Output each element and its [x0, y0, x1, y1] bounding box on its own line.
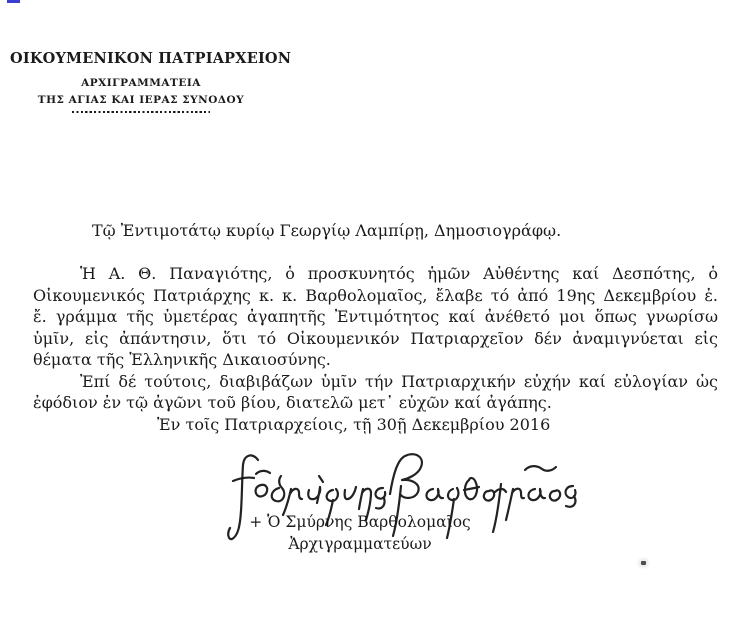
body-line: ἐφόδιον ἐν τῷ ἀγῶνι τοῦ βίου, διατελῶ μετ᾽ εὐχῶν καί ἀγάπης.: [33, 393, 552, 412]
letter-body: [33, 220, 718, 435]
department-name-line2: ΤΗΣ ΑΓΙΑΣ ΚΑΙ ΙΕΡΑΣ ΣΥΝΟΔΟΥ: [37, 94, 245, 106]
scan-artifact-speck: [641, 561, 646, 565]
signer-title: Ἀρχιγραμματεύων: [288, 534, 432, 553]
salutation-line: Τῷ Ἐντιμοτάτῳ κυρίῳ Γεωργίῳ Λαμπίρῃ, Δημοσιογράφῳ.: [92, 221, 562, 240]
typed-signature-block: [238, 512, 482, 555]
department-name: ΑΡΧΙΓΡΑΜΜΑΤΕΙΑ: [81, 77, 201, 89]
body-line: θέματα τῆς Ἑλληνικῆς Δικαιοσύνης.: [33, 350, 331, 369]
body-line: Ἐπί δέ τούτοις, διαβιβάζων ὑμῖν τήν Πατριαρχικήν εὐχήν καί εὐλογίαν ὡς: [80, 371, 718, 391]
body-line: ἔ. γράμμα τῆς ὑμετέρας ἀγαπητῆς Ἐντιμότητος καί ἀνέθετό μοι ὅπως γνωρίσω: [33, 307, 718, 326]
letterhead-dashed-rule: [72, 111, 210, 113]
body-line: Οἰκουμενικός Πατριάρχης κ. κ. Βαρθολομαῖος, ἔλαβε τό ἀπό 19ης Δεκεμβρίου ἐ.: [33, 285, 718, 305]
body-line: Ἡ Α. Θ. Παναγιότης, ὁ προσκυνητός ἡμῶν Αὐθέντης καί Δεσπότης, ὁ: [80, 264, 718, 283]
scan-artifact-blue-mark: [7, 0, 20, 3]
letterhead: [10, 50, 292, 113]
date-line: Ἐν τοῖς Πατριαρχείοις, τῇ 30ῇ Δεκεμβρίου 2016: [157, 414, 551, 434]
signer-name: + Ὁ Σμύρνης Βαρθολομαῖος: [249, 513, 471, 531]
organization-name: ΟΙΚΟΥΜΕΝΙΚΟΝ ΠΑΤΡΙΑΡΧΕΙΟΝ: [10, 50, 292, 67]
body-line: ὑμῖν, εἰς ἀπάντησιν, ὅτι τό Οἰκουμενικόν Πατριαρχεῖον δέν ἀναμιγνύεται εἰς: [33, 328, 718, 348]
